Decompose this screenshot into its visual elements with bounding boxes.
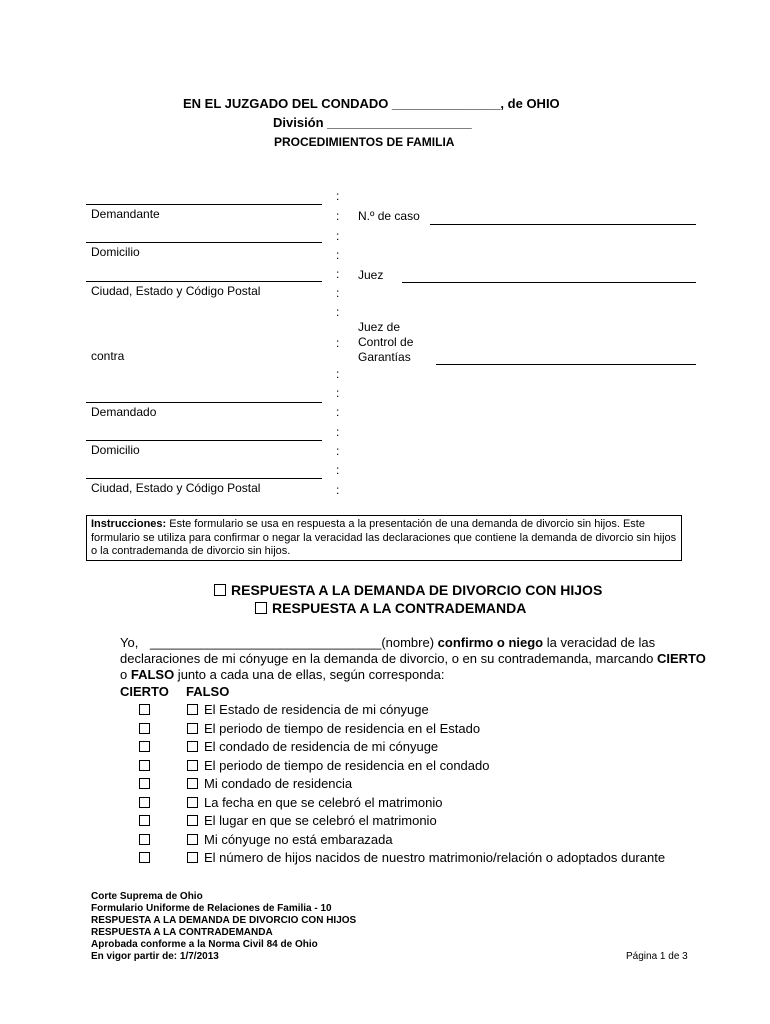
instructions-label: Instrucciones: [91,518,167,530]
false-checkbox[interactable] [187,760,198,771]
defendant-address-label: Domicilio [91,443,140,457]
name-hint: (nombre) [381,635,438,650]
body-line-3 [120,667,445,682]
footer-form-info [91,891,356,963]
caption-colon: : [336,209,340,223]
true-checkbox[interactable] [139,815,150,826]
plaintiff-label: Demandante [91,207,160,221]
true-checkbox[interactable] [139,797,150,808]
plaintiff-address-label: Domicilio [91,245,140,259]
caption-colon: : [336,444,340,458]
judge-line[interactable] [402,282,696,283]
confirm-text: confirmo o niego [437,635,544,650]
body-line-3-rest: junto a cada una de ellas, según corresponda: [174,667,445,682]
footer-line: Corte Suprema de Ohio [91,891,203,902]
title-response-divorce-text: RESPUESTA A LA DEMANDA DE DIVORCIO CON HIJOS [231,582,603,598]
true-checkbox[interactable] [139,704,150,715]
caption-colon: : [336,425,340,439]
defendant-city-line[interactable] [86,478,322,479]
caption-colon: : [336,189,340,203]
caption-colon: : [336,483,340,497]
statement-text: El condado de residencia de mi cónyuge [204,739,439,754]
footer-line: Aprobada conforme a la Norma Civil 84 de Ohio [91,939,318,950]
page-number: Página 1 de 3 [626,951,688,962]
title-response-divorce-checkbox[interactable] [214,584,226,596]
title-response-divorce [214,582,602,598]
statement-text: Mi cónyuge no está embarazada [204,832,393,847]
title-response-counterclaim-text: RESPUESTA A LA CONTRADEMANDA [272,600,527,616]
statement-text: El periodo de tiempo de residencia en el Estado [204,721,481,736]
true-checkbox[interactable] [139,778,150,789]
instructions-text: Este formulario se usa en respuesta a la presentación de una demanda de divorcio sin hijos. Este formulario se utiliza para confirmar o negar la veracidad las declaraciones que contiene la demanda de divorcio sin hijos o la contrademanda de divorcio sin hijos. [91,518,677,557]
guarantee-judge-label-line: Garantías [358,350,411,364]
case-number-line[interactable] [430,224,696,225]
caption-colon: : [336,405,340,419]
title-response-counterclaim-checkbox[interactable] [255,602,267,614]
statement-text: Mi condado de residencia [204,776,353,791]
plaintiff-city-label: Ciudad, Estado y Código Postal [91,284,261,298]
false-checkbox[interactable] [187,704,198,715]
body-line-2-text: declaraciones de mi cónyuge en la demanda de divorcio, o en su contrademanda, marcando [120,651,657,666]
statement-text: El Estado de residencia de mi cónyuge [204,702,429,717]
guarantee-judge-line[interactable] [436,364,696,365]
true-checkbox[interactable] [139,723,150,734]
caption-colon: : [336,305,340,319]
false-checkbox[interactable] [187,797,198,808]
falso-text: FALSO [130,667,175,682]
false-checkbox[interactable] [187,741,198,752]
caption-colon: : [336,386,340,400]
caption-colon: : [336,267,340,281]
instructions-box [86,515,682,561]
judge-label: Juez [358,268,384,282]
false-checkbox[interactable] [187,778,198,789]
defendant-address-line[interactable] [86,440,322,441]
false-column-header: FALSO [186,684,230,699]
case-number-label: N.º de caso [358,209,420,223]
true-checkbox[interactable] [139,760,150,771]
division-heading: División ____________________ [273,115,472,130]
footer-line: RESPUESTA A LA CONTRADEMANDA [91,927,273,938]
false-checkbox[interactable] [187,815,198,826]
title-response-counterclaim [255,600,526,616]
false-checkbox[interactable] [187,723,198,734]
plaintiff-address-line[interactable] [86,242,322,243]
body-line-3-o: o [120,667,131,682]
yo-text: Yo, [120,635,139,650]
statement-text: La fecha en que se celebró el matrimonio [204,795,443,810]
caption-colon: : [336,336,340,350]
defendant-line[interactable] [86,402,322,403]
statement-text: El lugar en que se celebró el matrimonio [204,813,437,828]
true-checkbox[interactable] [139,741,150,752]
caption-colon: : [336,367,340,381]
guarantee-judge-label-line: Juez de [358,320,401,334]
body-line-1 [120,635,655,650]
true-checkbox[interactable] [139,834,150,845]
cierto-text: CIERTO [656,651,706,666]
caption-colon: : [336,286,340,300]
false-checkbox[interactable] [187,834,198,845]
plaintiff-city-line[interactable] [86,281,322,282]
defendant-city-label: Ciudad, Estado y Código Postal [91,481,261,495]
body-line-2 [120,651,706,666]
plaintiff-line[interactable] [86,204,322,205]
footer-line: En vigor partir de: 1/7/2013 [91,951,219,962]
footer-line: RESPUESTA A LA DEMANDA DE DIVORCIO CON HIJOS [91,915,357,926]
caption-colon: : [336,248,340,262]
statement-text: El número de hijos nacidos de nuestro matrimonio/relación o adoptados durante [204,850,666,865]
name-blank[interactable]: ________________________________ [149,635,382,650]
caption-colon: : [336,463,340,477]
proceedings-heading: PROCEDIMIENTOS DE FAMILIA [274,135,455,149]
true-checkbox[interactable] [139,852,150,863]
guarantee-judge-label [358,320,413,365]
court-heading: EN EL JUZGADO DEL CONDADO _______________, de OHIO [183,96,560,111]
defendant-label: Demandado [91,405,157,419]
statement-text: El periodo de tiempo de residencia en el condado [204,758,490,773]
false-checkbox[interactable] [187,852,198,863]
footer-line: Formulario Uniforme de Relaciones de Familia - 10 [91,903,332,914]
versus-label: contra [91,349,125,363]
guarantee-judge-label-line: Control de [358,335,414,349]
caption-colon: : [336,229,340,243]
true-column-header: CIERTO [120,684,169,699]
body-line-1-rest: la veracidad de las [543,635,656,650]
